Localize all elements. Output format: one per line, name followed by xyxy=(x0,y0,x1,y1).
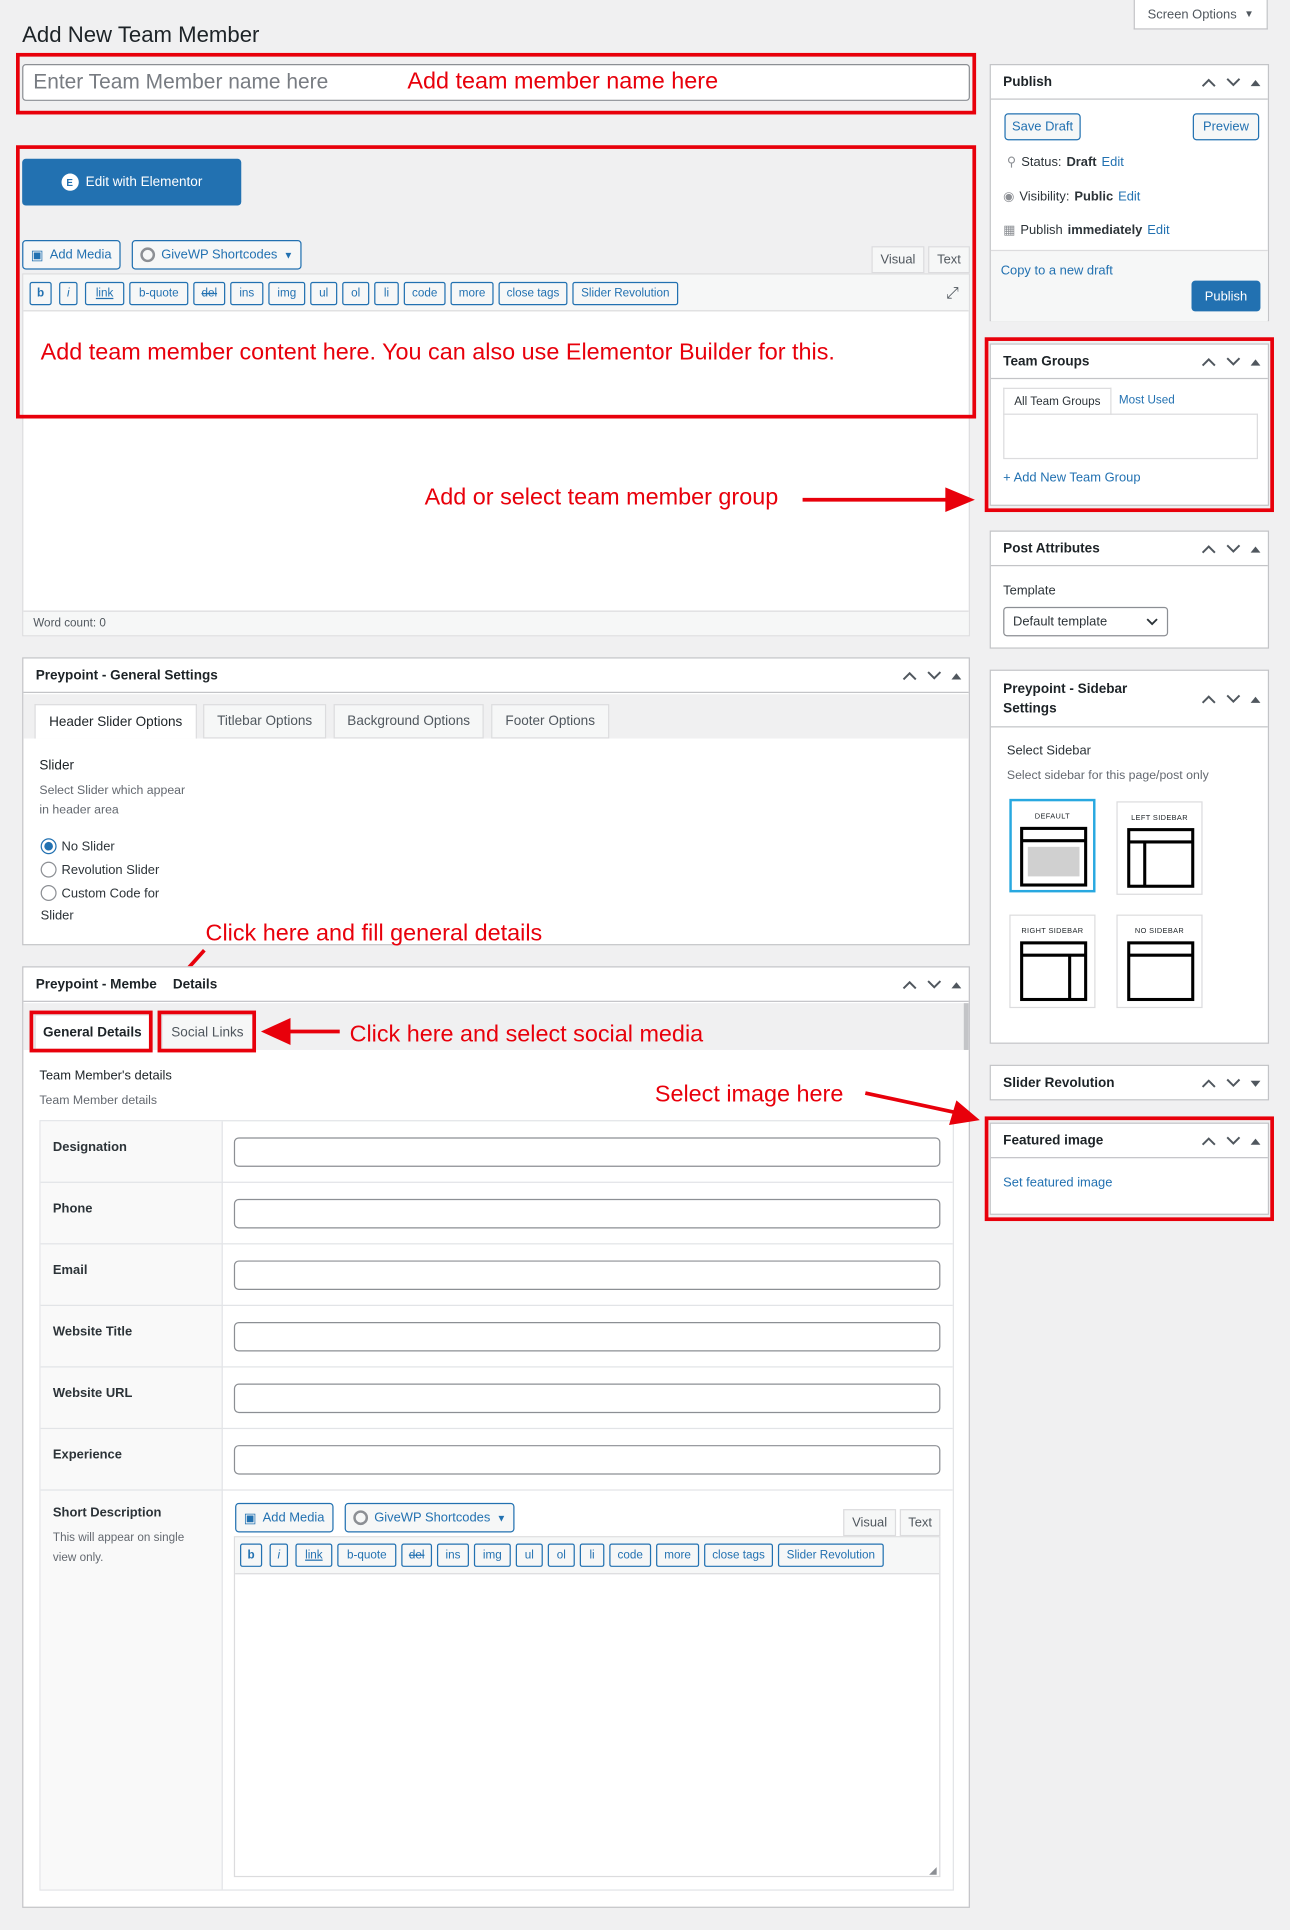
quicktag-code[interactable]: code xyxy=(404,282,446,305)
details-table xyxy=(39,1120,954,1891)
toggle-arrow-icon[interactable] xyxy=(1251,357,1261,367)
email-input[interactable] xyxy=(234,1260,941,1290)
chevron-down-icon[interactable] xyxy=(1226,357,1241,367)
designation-label: Designation xyxy=(52,1139,127,1155)
radio-no-slider[interactable] xyxy=(41,838,115,854)
sidebar-option-default-label: DEFAULT xyxy=(1034,813,1071,822)
chevron-down-icon[interactable] xyxy=(1226,694,1241,704)
radio-revolution-slider[interactable] xyxy=(41,862,160,878)
givewp-shortcodes-button[interactable] xyxy=(132,240,302,270)
team-groups-box xyxy=(990,343,1269,505)
caret-down-icon: ▼ xyxy=(496,1512,507,1524)
visibility-row xyxy=(1003,190,1140,205)
calendar-icon: ▦ xyxy=(1003,222,1016,238)
select-sidebar-label: Select Sidebar xyxy=(1006,743,1091,759)
preview-button[interactable]: Preview xyxy=(1193,113,1259,140)
featured-image-title: Featured image xyxy=(1003,1133,1104,1148)
row-email xyxy=(41,1244,953,1306)
phone-label: Phone xyxy=(52,1201,93,1217)
slider-label: Slider xyxy=(39,758,75,774)
screen-options-button[interactable] xyxy=(1134,0,1268,30)
short-description-help-1: This will appear on single xyxy=(52,1531,185,1545)
short-description-editor[interactable] xyxy=(234,1536,941,1877)
add-media-label: Add Media xyxy=(49,247,112,263)
sidebar-option-default[interactable] xyxy=(1009,799,1095,893)
eye-icon: ◉ xyxy=(1003,189,1015,205)
chevron-up-icon[interactable] xyxy=(1201,1078,1216,1088)
template-label: Template xyxy=(1003,583,1056,599)
panel-controls xyxy=(1201,682,1260,716)
quicktag-more[interactable]: more xyxy=(656,1544,699,1567)
elementor-label: Edit with Elementor xyxy=(85,174,203,190)
team-groups-tab-most[interactable]: Most Used xyxy=(1118,393,1175,408)
chevron-up-icon[interactable] xyxy=(1201,78,1216,88)
elementor-icon: E xyxy=(61,174,78,191)
row-short-description xyxy=(41,1491,953,1892)
post-attributes-title: Post Attributes xyxy=(1003,540,1100,556)
quicktag-link[interactable]: link xyxy=(295,1544,332,1567)
radio-icon xyxy=(41,885,57,901)
chevron-down-icon[interactable] xyxy=(927,980,942,990)
post-attributes-header xyxy=(991,532,1268,566)
set-featured-image-link[interactable]: Set featured image xyxy=(1003,1175,1113,1191)
annotation-name: Add team member name here xyxy=(407,68,719,95)
website-url-label: Website URL xyxy=(52,1385,133,1401)
radio-icon xyxy=(41,862,57,878)
page-title: Add New Team Member xyxy=(22,22,260,47)
row-phone xyxy=(41,1183,953,1245)
panel-controls xyxy=(1201,1066,1260,1100)
panel-controls xyxy=(1201,1124,1260,1158)
tab-text[interactable]: Text xyxy=(928,246,970,273)
sidebar-settings-title-1: Preypoint - Sidebar xyxy=(1003,681,1128,697)
tab-social-links-label: Social Links xyxy=(171,1024,244,1040)
row-website-title xyxy=(41,1306,953,1368)
quicktag-li[interactable]: li xyxy=(580,1544,605,1567)
panel-controls xyxy=(902,659,961,693)
select-sidebar-desc: Select sidebar for this page/post only xyxy=(1006,769,1209,783)
quicktag-bquote[interactable]: b-quote xyxy=(129,282,188,305)
slider-desc-1: Select Slider which appear xyxy=(39,784,186,798)
template-select[interactable] xyxy=(1003,607,1168,637)
layout-right-sidebar-icon xyxy=(1019,940,1088,1002)
chevron-up-icon[interactable] xyxy=(1201,544,1216,554)
scrollbar[interactable] xyxy=(964,1003,969,1050)
quicktag-close-tags[interactable]: close tags xyxy=(704,1544,773,1567)
row-designation xyxy=(41,1121,953,1183)
add-media-label-2: Add Media xyxy=(262,1510,325,1526)
word-count-bar xyxy=(23,611,968,636)
sidebar-settings-title-2: Settings xyxy=(1003,701,1057,717)
save-draft-button[interactable]: Save Draft xyxy=(1004,113,1080,140)
tab-titlebar[interactable] xyxy=(203,704,326,738)
quicktag-b[interactable]: b xyxy=(240,1544,262,1567)
slider-revolution-box xyxy=(990,1065,1269,1101)
panel-controls xyxy=(1201,65,1260,99)
chevron-down-icon xyxy=(1146,617,1158,626)
website-title-label: Website Title xyxy=(52,1324,133,1340)
sidebar-option-none-label: NO SIDEBAR xyxy=(1134,928,1185,936)
quicktag-more[interactable]: more xyxy=(451,282,494,305)
quicktag-del[interactable]: del xyxy=(401,1544,432,1567)
media-icon: ▣ xyxy=(30,248,44,263)
team-groups-tab-all[interactable] xyxy=(1003,388,1111,415)
schedule-value: immediately xyxy=(1067,222,1143,238)
publish-actions xyxy=(991,250,1268,321)
designation-input[interactable] xyxy=(234,1137,941,1167)
details-heading: Team Member's details xyxy=(39,1068,172,1084)
chevron-down-icon[interactable] xyxy=(1226,1078,1241,1088)
panel-controls xyxy=(1201,345,1260,379)
quicktag-ul[interactable]: ul xyxy=(516,1544,543,1567)
row-website-url xyxy=(41,1368,953,1430)
screen-options-label: Screen Options xyxy=(1147,6,1237,22)
general-settings-panel xyxy=(22,657,970,945)
quicktag-slider-revolution[interactable]: Slider Revolution xyxy=(572,282,678,305)
tab-visual-2[interactable]: Visual xyxy=(843,1509,896,1536)
layout-default-icon xyxy=(1019,826,1088,888)
quicktag-i[interactable]: i xyxy=(270,1544,288,1567)
chevron-up-icon[interactable] xyxy=(1201,694,1216,704)
toggle-arrow-icon[interactable] xyxy=(1251,1136,1261,1146)
quicktag-slider-revolution[interactable]: Slider Revolution xyxy=(778,1544,884,1567)
tab-titlebar-label: Titlebar Options xyxy=(217,713,313,729)
sidebar-option-left-label: LEFT SIDEBAR xyxy=(1131,814,1188,823)
short-description-help-2: view only. xyxy=(52,1550,104,1565)
chevron-up-icon[interactable] xyxy=(902,980,917,990)
post-attributes-box xyxy=(990,531,1269,649)
radio-custom-code-label-2: Slider xyxy=(40,908,74,924)
quicktag-i[interactable]: i xyxy=(59,282,77,305)
slider-revolution-title: Slider Revolution xyxy=(1003,1075,1115,1091)
tab-social-links[interactable] xyxy=(161,1014,253,1050)
team-groups-header xyxy=(991,345,1268,379)
resize-handle-icon[interactable]: ◢ xyxy=(929,1864,937,1876)
toggle-arrow-down-icon[interactable] xyxy=(1251,1078,1261,1088)
quicktag-row xyxy=(30,282,941,305)
quicktag-img[interactable]: img xyxy=(474,1544,511,1567)
chevron-up-icon[interactable] xyxy=(902,671,917,681)
slider-desc-2: in header area xyxy=(39,803,119,818)
tab-general-details-label: General Details xyxy=(43,1024,142,1040)
layout-left-sidebar-icon xyxy=(1126,827,1195,889)
quicktag-ol[interactable]: ol xyxy=(342,282,369,305)
visibility-value: Public xyxy=(1074,189,1114,205)
chevron-down-icon[interactable] xyxy=(1226,544,1241,554)
quicktag-row-2 xyxy=(240,1544,929,1567)
slider-revolution-header xyxy=(991,1066,1268,1100)
email-label: Email xyxy=(52,1262,88,1278)
quicktag-del[interactable]: del xyxy=(193,282,225,305)
sidebar-settings-header xyxy=(991,671,1268,728)
annotation-social: Click here and select social media xyxy=(349,1021,704,1048)
status-label: Status: xyxy=(1021,155,1062,170)
tab-text-2[interactable]: Text xyxy=(900,1509,941,1536)
toggle-arrow-icon[interactable] xyxy=(951,980,961,990)
edit-with-elementor-button[interactable] xyxy=(22,159,241,206)
annotation-general: Click here and fill general details xyxy=(205,920,543,947)
website-title-input[interactable] xyxy=(234,1322,941,1352)
publish-button[interactable]: Publish xyxy=(1192,281,1261,312)
publish-box xyxy=(990,64,1269,321)
radio-checked-icon xyxy=(41,838,57,854)
tab-header-slider-label: Header Slider Options xyxy=(49,714,183,730)
quicktag-img[interactable]: img xyxy=(268,282,305,305)
tab-footer[interactable] xyxy=(491,704,609,738)
sidebar-option-left[interactable] xyxy=(1116,801,1202,895)
featured-image-header xyxy=(991,1124,1268,1158)
media-icon: ▣ xyxy=(243,1510,257,1526)
arrow-to-featured-image xyxy=(863,1086,981,1130)
panel-controls xyxy=(1201,532,1260,566)
tab-visual[interactable]: Visual xyxy=(871,246,924,273)
website-url-input[interactable] xyxy=(234,1384,941,1414)
team-groups-title: Team Groups xyxy=(1003,353,1090,369)
tab-background-label: Background Options xyxy=(347,713,470,729)
quicktag-link[interactable]: link xyxy=(85,282,124,305)
tab-footer-label: Footer Options xyxy=(505,713,595,729)
sidebar-option-none[interactable] xyxy=(1116,915,1202,1009)
general-settings-header xyxy=(23,659,968,693)
publish-header xyxy=(991,65,1268,99)
quicktags-toolbar-2 xyxy=(235,1537,939,1574)
panel-controls xyxy=(902,967,961,1001)
experience-label: Experience xyxy=(52,1447,122,1463)
radio-no-slider-label: No Slider xyxy=(61,838,115,854)
caret-down-icon: ▼ xyxy=(283,249,294,261)
sidebar-option-right[interactable] xyxy=(1009,915,1095,1009)
givewp-shortcodes-button-2[interactable] xyxy=(345,1503,515,1533)
toggle-arrow-icon[interactable] xyxy=(1251,544,1261,554)
arrow-to-social-links xyxy=(258,1014,342,1048)
fullscreen-icon[interactable]: ⤢ xyxy=(946,283,959,302)
givewp-label-2: GiveWP Shortcodes xyxy=(374,1510,491,1526)
toggle-arrow-icon[interactable] xyxy=(1251,694,1261,704)
annotation-image: Select image here xyxy=(654,1081,844,1108)
chevron-down-icon[interactable] xyxy=(927,671,942,681)
title-placeholder: Enter Team Member name here xyxy=(33,70,329,94)
status-value: Draft xyxy=(1066,155,1097,170)
featured-image-box xyxy=(990,1123,1269,1215)
pin-icon: ⚲ xyxy=(1006,155,1017,170)
team-groups-list[interactable] xyxy=(1003,414,1258,460)
tab-general-details[interactable] xyxy=(34,1014,150,1050)
givewp-label: GiveWP Shortcodes xyxy=(161,247,278,263)
add-new-team-group-link[interactable]: + Add New Team Group xyxy=(1003,470,1141,485)
tab-background[interactable] xyxy=(334,704,484,738)
phone-input[interactable] xyxy=(234,1199,941,1229)
status-row xyxy=(1007,155,1124,170)
schedule-edit-link[interactable]: Edit xyxy=(1147,222,1170,238)
annotation-content: Add team member content here. You can also use Elementor Builder for this. xyxy=(40,339,835,366)
quicktag-ins[interactable]: ins xyxy=(230,282,263,305)
details-subheading: Team Member details xyxy=(39,1094,158,1108)
settings-tabs-bar xyxy=(23,694,968,738)
quicktag-ol[interactable]: ol xyxy=(548,1544,575,1567)
status-edit-link[interactable]: Edit xyxy=(1101,155,1124,170)
word-count: Word count: 0 xyxy=(33,616,106,631)
chevron-up-icon[interactable] xyxy=(1201,1136,1216,1146)
chevron-down-icon[interactable] xyxy=(1226,78,1241,88)
chevron-up-icon[interactable] xyxy=(1201,357,1216,367)
copy-draft-link[interactable]: Copy to a new draft xyxy=(1000,263,1113,279)
publish-title: Publish xyxy=(1003,74,1053,90)
template-select-value: Default template xyxy=(1013,614,1108,629)
quicktag-ins[interactable]: ins xyxy=(437,1544,469,1567)
quicktag-ul[interactable]: ul xyxy=(310,282,337,305)
general-settings-title: Preypoint - General Settings xyxy=(35,667,218,683)
chevron-down-icon[interactable] xyxy=(1226,1136,1241,1146)
quicktag-code[interactable]: code xyxy=(609,1544,651,1567)
add-media-button-2[interactable] xyxy=(235,1503,333,1533)
givewp-icon xyxy=(140,247,155,262)
radio-custom-code-label: Custom Code for xyxy=(61,885,160,901)
schedule-label: Publish xyxy=(1020,222,1063,238)
tab-header-slider[interactable] xyxy=(34,704,196,738)
visibility-label: Visibility: xyxy=(1019,189,1070,205)
arrow-to-team-groups xyxy=(803,483,978,517)
quicktag-close-tags[interactable]: close tags xyxy=(499,282,568,305)
quicktag-li[interactable]: li xyxy=(374,282,399,305)
schedule-row xyxy=(1003,223,1169,238)
sidebar-option-right-label: RIGHT SIDEBAR xyxy=(1021,928,1084,936)
sidebar-settings-box xyxy=(990,670,1269,1044)
givewp-icon xyxy=(353,1510,368,1525)
radio-custom-code[interactable] xyxy=(41,885,160,901)
row-experience xyxy=(41,1429,953,1491)
content-editor[interactable] xyxy=(22,273,970,636)
visibility-edit-link[interactable]: Edit xyxy=(1118,189,1141,205)
team-groups-tab-all-label: All Team Groups xyxy=(1014,395,1101,409)
short-description-label: Short Description xyxy=(52,1505,162,1521)
layout-no-sidebar-icon xyxy=(1126,940,1195,1002)
add-media-button[interactable] xyxy=(22,240,120,270)
toggle-arrow-icon[interactable] xyxy=(1251,78,1261,88)
annotation-group: Add or select team member group xyxy=(424,484,779,511)
quicktag-bquote[interactable]: b-quote xyxy=(337,1544,396,1567)
member-details-title-left: Preypoint - Membe xyxy=(35,976,157,992)
toggle-arrow-icon[interactable] xyxy=(951,671,961,681)
member-details-header xyxy=(23,967,968,1001)
experience-input[interactable] xyxy=(234,1445,941,1475)
caret-down-icon: ▼ xyxy=(1244,8,1254,20)
quicktag-b[interactable]: b xyxy=(30,282,52,305)
radio-revolution-label: Revolution Slider xyxy=(61,862,160,878)
member-details-title-right: Details xyxy=(172,976,218,992)
quicktags-toolbar xyxy=(23,274,968,311)
